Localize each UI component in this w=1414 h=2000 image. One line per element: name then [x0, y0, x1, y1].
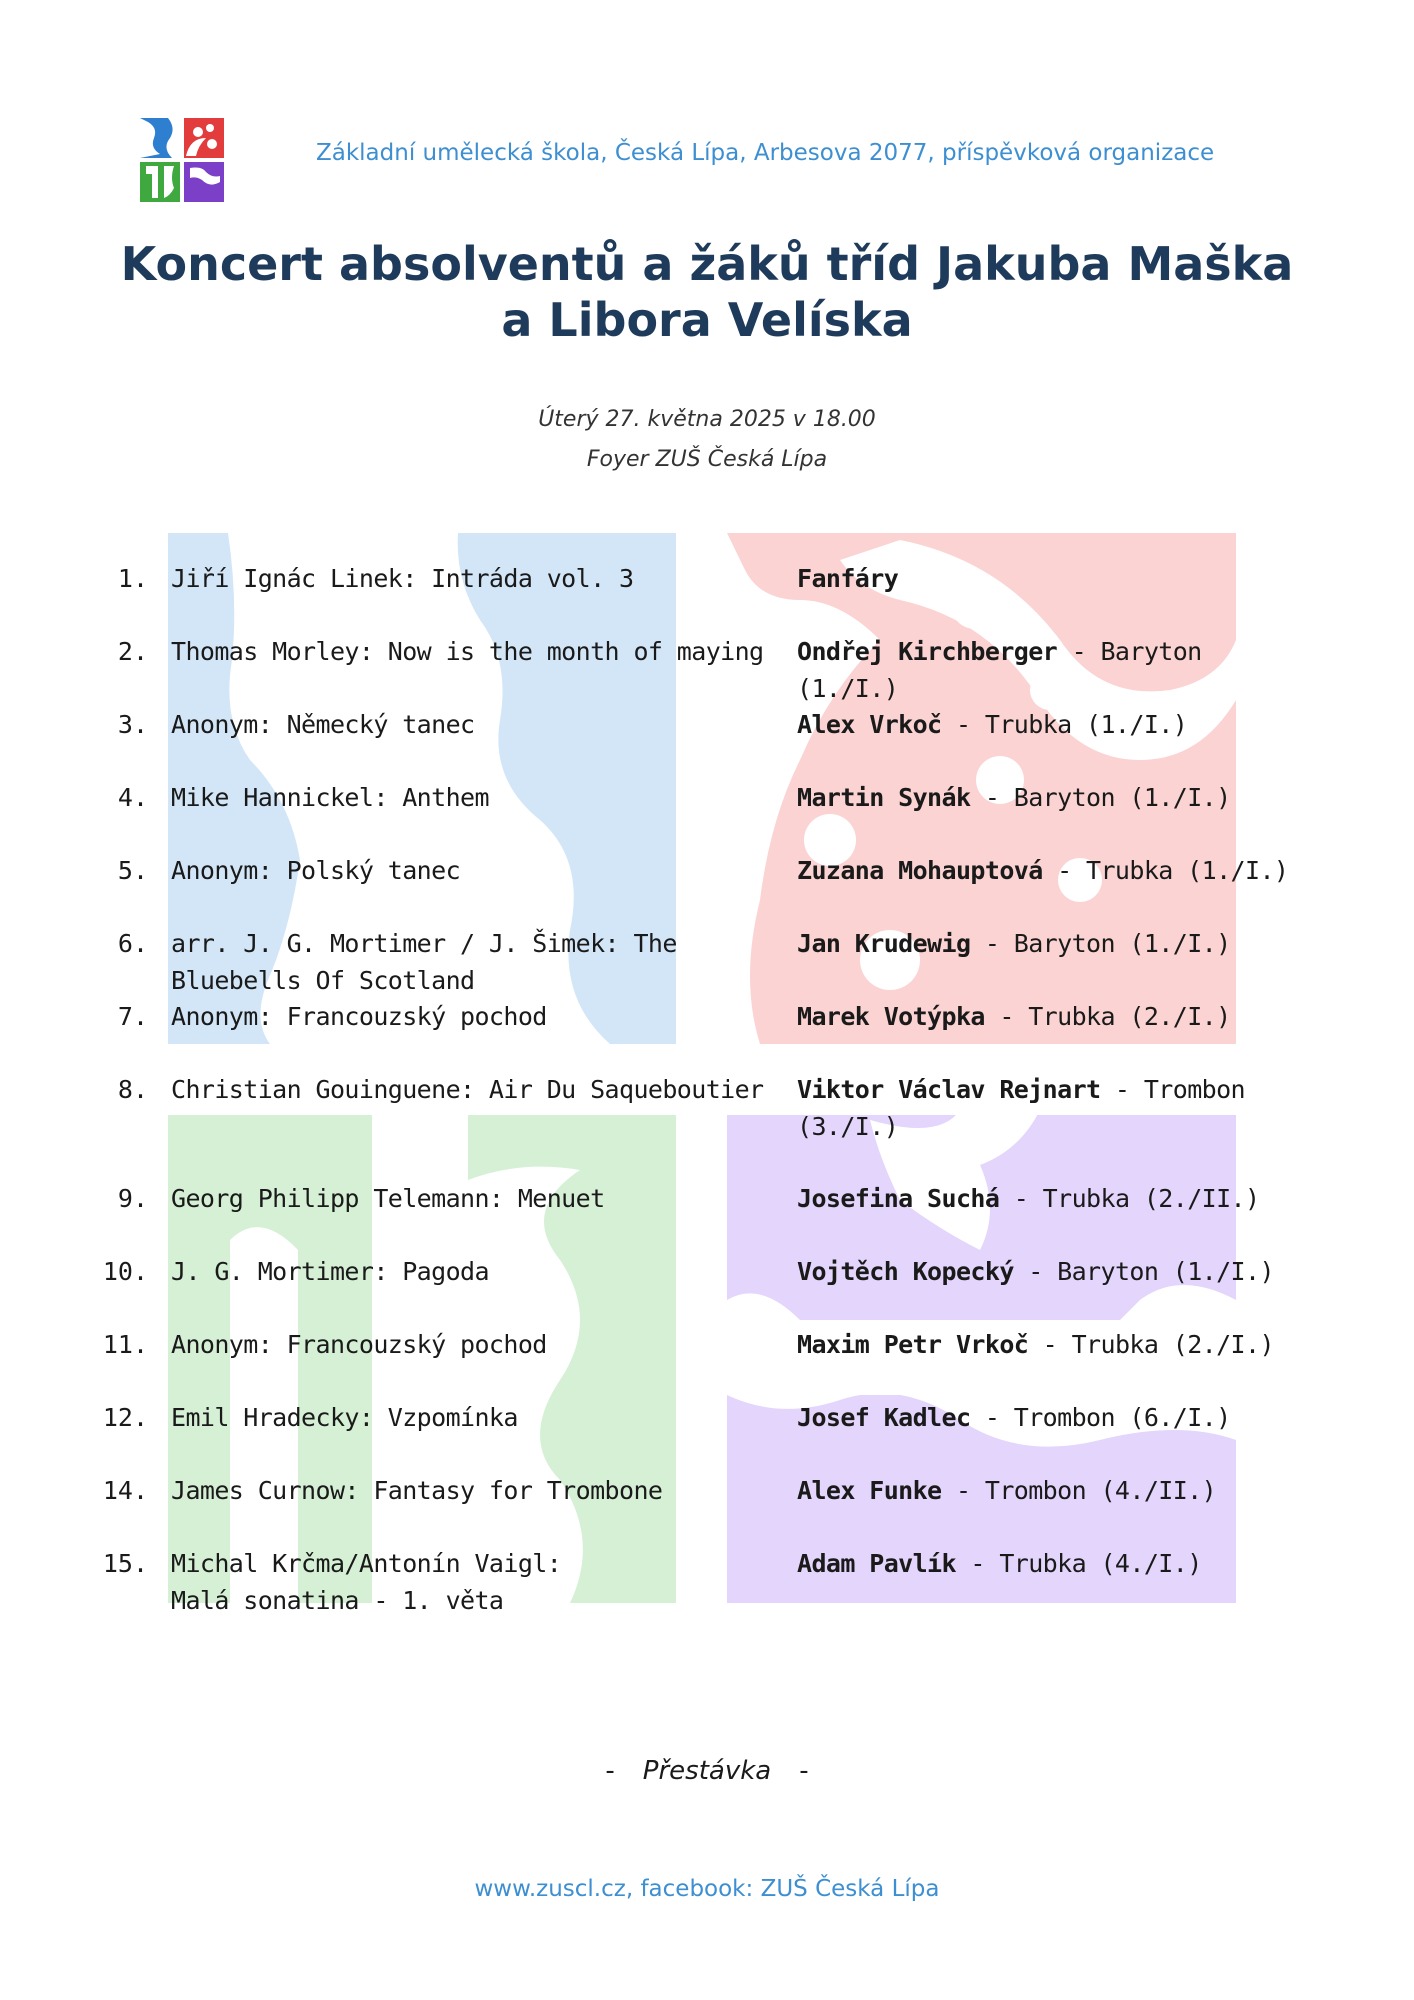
item-performer-line	[797, 779, 1317, 816]
event-venue: Foyer ZUŠ Česká Lípa	[586, 447, 828, 472]
header	[0, 118, 1414, 208]
intermission-dash-right: -	[799, 1756, 809, 1786]
performer-name: Marek Votýpka	[797, 1002, 985, 1031]
programme-item	[0, 633, 1414, 703]
item-performer-line	[797, 633, 1317, 707]
item-piece: Anonym: Německý tanec	[171, 710, 475, 739]
intermission	[0, 1756, 1414, 1786]
performer-name: Jan Krudewig	[797, 929, 971, 958]
performer-role: - Baryton (1./I.)	[970, 783, 1231, 812]
performer-name: Vojtěch Kopecký	[797, 1257, 1014, 1286]
item-number: 15.	[102, 1549, 148, 1578]
item-piece: Mike Hannickel: Anthem	[171, 783, 489, 812]
programme-item	[0, 1326, 1414, 1396]
item-performer-line	[797, 852, 1317, 889]
performer-role: - Trubka (1./I.)	[1042, 856, 1289, 885]
item-number: 12.	[102, 1403, 148, 1432]
item-performer-line	[797, 1180, 1317, 1217]
programme-item	[0, 560, 1414, 630]
item-performer-line	[797, 925, 1317, 962]
item-number: 7.	[117, 1002, 148, 1031]
item-number: 4.	[117, 783, 148, 812]
item-performer-line	[797, 1472, 1317, 1509]
item-performer-line	[797, 1326, 1317, 1363]
item-piece: Anonym: Polský tanec	[171, 856, 461, 885]
item-piece: James Curnow: Fantasy for Trombone	[171, 1476, 663, 1505]
programme-item	[0, 706, 1414, 776]
programme-item	[0, 1180, 1414, 1250]
performer-role: - Trombon (4./II.)	[941, 1476, 1217, 1505]
item-piece: Christian Gouinguene: Air Du Saqueboutier	[171, 1075, 764, 1104]
item-performer-line	[797, 1399, 1317, 1436]
item-piece: arr. J. G. Mortimer / J. Šimek: The Bluebells Of Scotland	[171, 929, 677, 995]
performer-role: - Baryton (1./I.)	[970, 929, 1231, 958]
performer-name: Zuzana Mohauptová	[797, 856, 1043, 885]
item-performer-line	[797, 1071, 1317, 1145]
footer-links: www.zuscl.cz, facebook: ZUŠ Česká Lípa	[474, 1876, 940, 1902]
performer-role: - Baryton (1./I.)	[1013, 1257, 1274, 1286]
programme-item	[0, 998, 1414, 1068]
performer-name: Maxim Petr Vrkoč	[797, 1330, 1029, 1359]
item-performer-line	[797, 560, 1317, 597]
item-piece: Georg Philipp Telemann: Menuet	[171, 1184, 605, 1213]
item-number: 6.	[117, 929, 148, 958]
event-date: Úterý 27. května 2025 v 18.00	[538, 407, 876, 432]
performer-name: Alex Funke	[797, 1476, 942, 1505]
item-number: 8.	[117, 1075, 148, 1104]
performer-role: - Trombon (3./I.)	[797, 1075, 1245, 1141]
programme-item	[0, 779, 1414, 849]
performer-role: - Trubka (1./I.)	[941, 710, 1188, 739]
performer-role: - Trubka (4./I.)	[955, 1549, 1202, 1578]
performer-name: Josef Kadlec	[797, 1403, 971, 1432]
item-piece: J. G. Mortimer: Pagoda	[171, 1257, 489, 1286]
item-performer-line	[797, 1253, 1317, 1290]
item-performer-line	[797, 998, 1317, 1035]
concert-title: Koncert absolventů a žáků tříd Jakuba Maška a Libora Velíska	[120, 237, 1294, 347]
item-performer-line	[797, 1545, 1317, 1582]
item-performer-line	[797, 706, 1317, 743]
performer-name: Martin Synák	[797, 783, 971, 812]
item-number: 10.	[102, 1257, 148, 1286]
performer-role: - Trubka (2./I.)	[1028, 1330, 1274, 1359]
programme-item	[0, 852, 1414, 922]
performer-role: - Baryton (1./I.)	[797, 637, 1202, 703]
programme-item	[0, 1472, 1414, 1542]
programme-item	[0, 1545, 1414, 1615]
item-piece: Thomas Morley: Now is the month of maying	[171, 637, 764, 666]
performer-role: - Trombon (6./I.)	[970, 1403, 1231, 1432]
intermission-label: Přestávka	[642, 1756, 772, 1786]
item-number: 14.	[102, 1476, 148, 1505]
school-logo	[140, 118, 224, 202]
item-piece: Michal Krčma/Antonín Vaigl: Malá sonatina - 1. věta	[171, 1549, 562, 1615]
item-piece: Anonym: Francouzský pochod	[171, 1330, 547, 1359]
performer-name: Viktor Václav Rejnart	[797, 1075, 1101, 1104]
performer-name: Ondřej Kirchberger	[797, 637, 1058, 666]
performer-role: - Trubka (2./II.)	[999, 1184, 1260, 1213]
performer-name: Adam Pavlík	[797, 1549, 956, 1578]
performer-name: Alex Vrkoč	[797, 710, 942, 739]
item-number: 1.	[117, 564, 148, 593]
performer-name: Fanfáry	[797, 564, 899, 593]
item-piece: Emil Hradecky: Vzpomínka	[171, 1403, 518, 1432]
item-number: 2.	[117, 637, 148, 666]
programme-item	[0, 925, 1414, 995]
performer-role: - Trubka (2./I.)	[984, 1002, 1231, 1031]
item-piece: Jiří Ignác Linek: Intráda vol. 3	[171, 564, 634, 593]
performer-name: Josefina Suchá	[797, 1184, 1000, 1213]
item-number: 3.	[117, 710, 148, 739]
item-piece: Anonym: Francouzský pochod	[171, 1002, 547, 1031]
programme-item	[0, 1253, 1414, 1323]
item-number: 9.	[117, 1184, 148, 1213]
item-number: 11.	[102, 1330, 148, 1359]
event-info	[0, 400, 1414, 480]
intermission-dash-left: -	[605, 1756, 615, 1786]
school-name: Základní umělecká škola, Česká Lípa, Arbesova 2077, příspěvková organizace	[316, 140, 1215, 166]
programme-item	[0, 1399, 1414, 1469]
programme-item	[0, 1071, 1414, 1141]
item-number: 5.	[117, 856, 148, 885]
